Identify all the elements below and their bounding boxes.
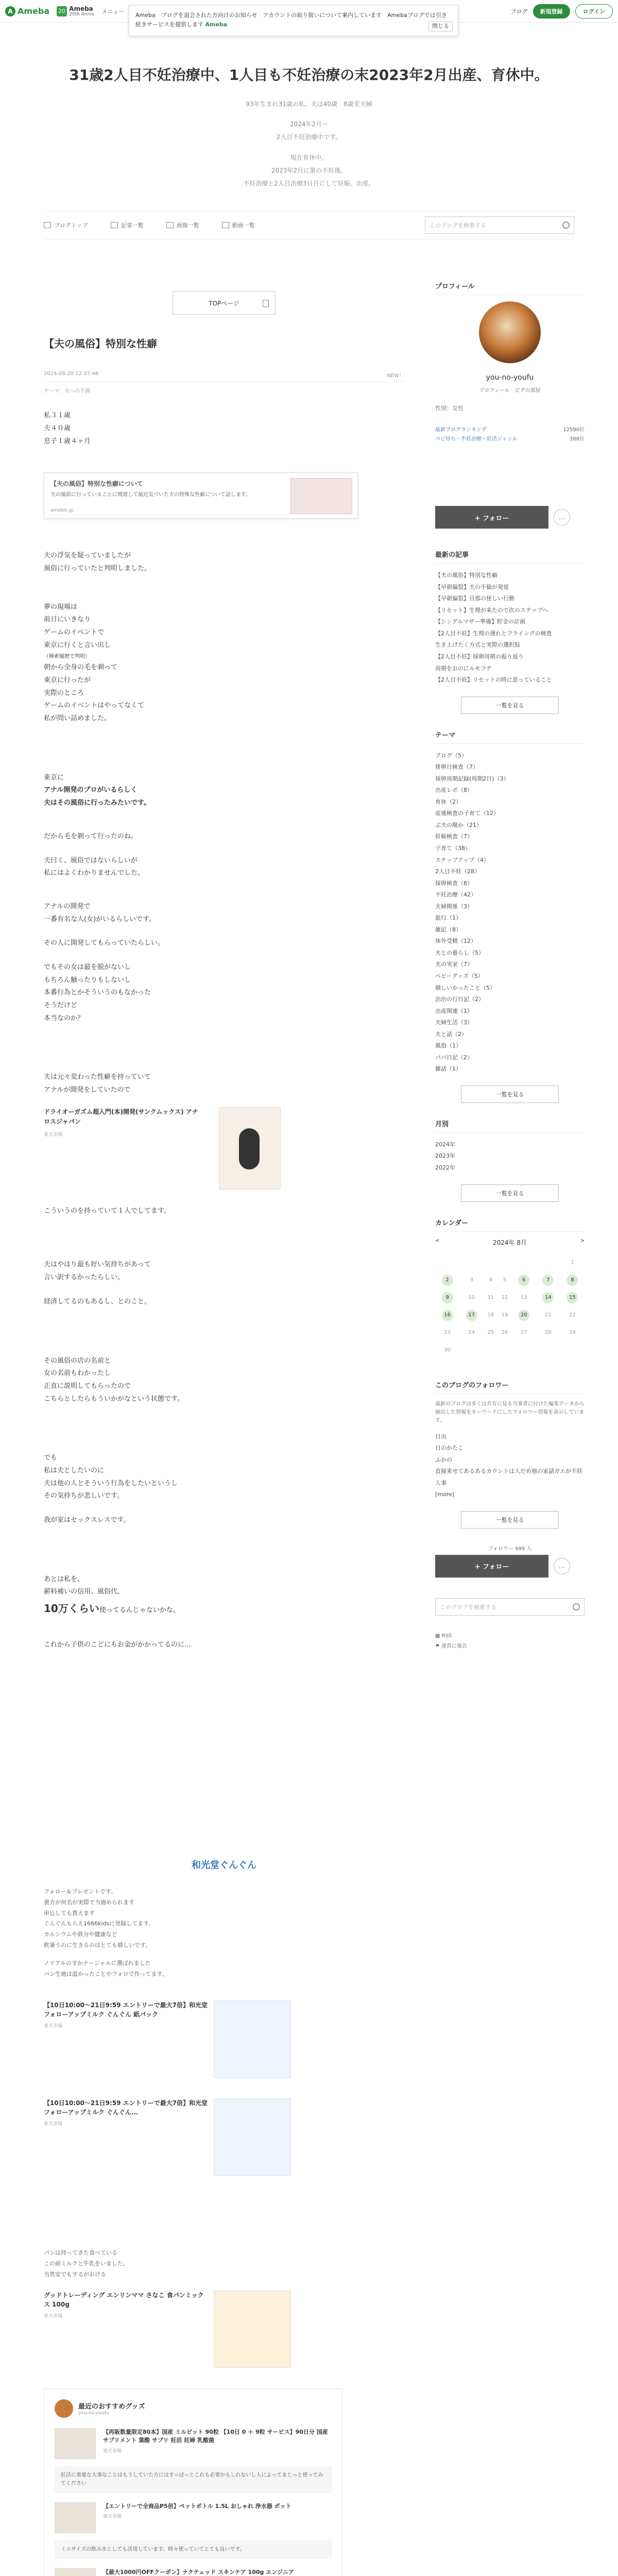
calendar-day[interactable]: 14 bbox=[536, 1289, 560, 1307]
theme-link[interactable]: 産後検査の子育て（12） bbox=[435, 810, 499, 817]
recommended-item-comment: 妊活に重要な大事なことはもうしていた方にはすっぽっとこれも必要かもしれないし人によってまじっと使ってみてください bbox=[55, 2466, 332, 2493]
recent-entry-link[interactable]: 生き上げたく方式と実際の選択肢 bbox=[435, 641, 520, 649]
related-entry-thumbnail bbox=[290, 478, 352, 514]
theme-link[interactable]: 採卵検査（8） bbox=[435, 879, 473, 887]
entry-theme[interactable]: テーマ：夫への不満 bbox=[44, 388, 90, 395]
calendar-day: 11 bbox=[487, 1295, 494, 1301]
profile-avatar[interactable] bbox=[479, 301, 541, 363]
calendar-day[interactable]: 17 bbox=[459, 1307, 484, 1324]
recommended-item-image[interactable] bbox=[55, 2568, 96, 2576]
anniv-icon: 20 bbox=[57, 6, 67, 16]
calendar-day: 22 bbox=[569, 1312, 576, 1318]
top-page-button[interactable]: TOPページ bbox=[173, 291, 276, 315]
calendar-day[interactable]: 16 bbox=[435, 1307, 459, 1324]
followers-view-more-button[interactable]: 一覧を見る bbox=[461, 1511, 559, 1529]
blog-link[interactable]: ブログ bbox=[510, 8, 528, 15]
theme-link[interactable]: 不妊治療（42） bbox=[435, 891, 476, 899]
followers-list bbox=[435, 1431, 585, 1501]
sidebar bbox=[435, 281, 585, 2576]
bread-product-card[interactable]: グッドトレーディング エンリンママ さなこ 食パンミックス 100g 楽天市場 bbox=[44, 2291, 404, 2368]
calendar-day bbox=[435, 1254, 459, 1272]
product-shop: 楽天市場 bbox=[44, 1132, 63, 1138]
top-bar bbox=[0, 0, 618, 30]
product-title[interactable]: ドライオーガズム超入門(本)開発(サンクムックス) アナロスジャパン bbox=[44, 1108, 198, 1125]
calendar-day[interactable]: 2 bbox=[435, 1272, 459, 1289]
blog-description: 93年生まれ31歳の私、夫は40歳 8歳差夫婦 2024年2月〜 2人目不妊治療中です。 現在育休中。 2023年2月に第の不妊後。 不妊治療と2人目治療3日目にして妊娠。出産。 bbox=[243, 100, 375, 187]
calendar-day: 12 bbox=[501, 1295, 508, 1301]
campaign-image-1[interactable] bbox=[214, 2001, 291, 2078]
ranking-genre[interactable]: ベビ待ち・不妊治療・妊活ジャンル 388位 bbox=[435, 436, 585, 443]
followers-description: 最新のブログは多くは共有に見る当事者に付けた編集データから抽出した情報をキーワードにしたフォロワー情報を表示しています。 bbox=[435, 1401, 585, 1423]
ranking-overall[interactable]: 最新ブログランキング 12590位 bbox=[435, 427, 585, 433]
calendar-day[interactable]: 15 bbox=[560, 1289, 585, 1307]
theme-link[interactable]: 排卵日検査（7） bbox=[435, 764, 478, 771]
sponsor-title[interactable]: 和光堂ぐんぐん bbox=[192, 1859, 256, 1871]
recent-entry-link[interactable]: 【夫の風俗】特別な性癖 bbox=[435, 572, 497, 579]
calendar bbox=[435, 1238, 585, 1359]
recent-entry-link[interactable]: 【2人目不妊】採卵周期の振り返り bbox=[435, 653, 524, 660]
blog-header bbox=[0, 23, 618, 260]
theme-link[interactable]: 2人目不妊（28） bbox=[435, 868, 480, 875]
calendar-day: 26 bbox=[501, 1330, 508, 1336]
more-options-icon[interactable]: … bbox=[554, 1558, 570, 1574]
archive-heading: 月別 bbox=[435, 1118, 585, 1133]
notice-popup bbox=[129, 5, 458, 36]
follower-link[interactable]: [more] bbox=[435, 1491, 455, 1498]
theme-link[interactable]: 妊娠検査（7） bbox=[435, 833, 473, 840]
list-icon bbox=[111, 222, 118, 228]
follower-link[interactable]: 日のかたこ bbox=[435, 1445, 464, 1452]
recommended-item[interactable]: 【再販数量限定80本】国産 ミルビット 90粒 【10日 0 ＋ 9粒 サービス】90日分 国産 サプリメント 葉酸 サプリ 妊活 妊婦 乳酸菌 楽天市場 bbox=[55, 2428, 332, 2459]
archive-view-more-button[interactable]: 一覧を見る bbox=[461, 1184, 559, 1202]
search-icon[interactable] bbox=[562, 222, 570, 229]
calendar-month: 2024年 8月 bbox=[493, 1239, 527, 1246]
login-button[interactable]: ログイン bbox=[575, 4, 613, 19]
profile-links[interactable]: プロフィール ピグの部屋 bbox=[479, 388, 541, 394]
recommender-avatar[interactable] bbox=[55, 2399, 73, 2418]
blog-nav bbox=[44, 211, 574, 240]
calendar-day: 4 bbox=[489, 1277, 492, 1283]
sponsor-description: フォロー＆プレゼントです。 貴方が何名が実際で当施められます 申込しても貰えます ぐんぐんもらえ1666kidsに登録してます。 カルシウムや鉄分や健康など 飲暑うのに生きるのはとても嬉しいです。 ノリアルのすかナージャルに選ばれました パン生地は温かったことやフォロで作ってます。 bbox=[44, 1888, 168, 1977]
entry-meta bbox=[44, 371, 404, 382]
theme-link[interactable]: 雑記（8） bbox=[435, 926, 461, 933]
theme-link[interactable]: ベビーグッズ（5） bbox=[435, 972, 484, 979]
calendar-day bbox=[512, 1254, 536, 1272]
image-icon bbox=[166, 222, 174, 228]
profile-name[interactable]: you-no-youfu bbox=[486, 374, 534, 382]
calendar-day: 5 bbox=[503, 1277, 507, 1283]
notice-close-button[interactable]: 閉じる bbox=[428, 21, 453, 31]
calendar-day: 18 bbox=[487, 1312, 494, 1318]
highlight-amount: 10万くらい bbox=[44, 1602, 99, 1615]
calendar-day bbox=[459, 1342, 484, 1359]
recent-entry-link[interactable]: 【リセット】生理が来たので次のステップへ bbox=[435, 606, 548, 614]
recent-entry-link[interactable]: 【2人目不妊】生理の遅れとフライングの検査 bbox=[435, 630, 552, 637]
theme-link[interactable]: 夫の実家（7） bbox=[435, 961, 473, 968]
footer-area bbox=[44, 1858, 404, 2576]
theme-link[interactable]: 育休（2） bbox=[435, 798, 461, 805]
archive-list bbox=[435, 1139, 585, 1174]
theme-link[interactable]: 子育て（38） bbox=[435, 844, 471, 852]
home-icon bbox=[44, 222, 51, 228]
calendar-day: 25 bbox=[487, 1330, 494, 1336]
calendar-day bbox=[484, 1342, 497, 1359]
calendar-day: 21 bbox=[544, 1312, 552, 1318]
rss-link[interactable]: ▦ RSS bbox=[435, 1633, 452, 1639]
calendar-heading: カレンダー bbox=[435, 1217, 585, 1232]
follower-link[interactable]: 直接来せてあるあるカウントは人だめ他の家話ガエが不妊人事 bbox=[435, 1468, 582, 1486]
follower-link[interactable]: ふかの bbox=[435, 1456, 452, 1463]
article bbox=[44, 281, 404, 2576]
profile-gender: 性別：女性 bbox=[435, 405, 464, 412]
theme-link[interactable]: パパ日記（2） bbox=[435, 1054, 473, 1061]
theme-link[interactable]: ステップアップ（4） bbox=[435, 856, 490, 863]
rss-icon: ▦ bbox=[435, 1633, 442, 1639]
product-card[interactable] bbox=[44, 1107, 281, 1190]
theme-link[interactable]: 風俗（1） bbox=[435, 1042, 461, 1049]
notice-text: Ameba ブログを退会された方向けのお知らせ アカウントの取り扱いについて案内しています Amebaブログでは引き続きサービスを提供します bbox=[135, 12, 447, 28]
sidebar-search-input[interactable]: このブログを検索する bbox=[435, 1598, 585, 1616]
theme-link[interactable]: ぶ夫の喘か（21） bbox=[435, 821, 482, 828]
recommended-goods-box: 最近のおすすめグッズ you-no-youfu 【再販数量限定80本】国産 ミルビット 90粒 【10日 0 ＋ 9粒 サービス】90日分 国産 サプリメント 葉酸 サプリ 妊活 妊婦 乳酸菌 楽天市場 妊活に重要な大事なことはもうしていた方にはすっぽっとこれも必要かもしれないし人によってまじっと使ってみてください 【エントリーで全商品P5倍】ペットボトル 1.5L おしゃれ 浄水器 ポット 楽天市場 ミニサイズの飲み水としても活用しています。時々使っていてとても良いです。 【最大1000円OFFクーポン】ナクテェッド スキンケア 100g エンジニア bbox=[44, 2388, 342, 2576]
entry-title[interactable]: 【夫の風俗】特別な性癖 bbox=[44, 337, 157, 350]
nav-blog-top[interactable]: ブログトップ bbox=[44, 221, 88, 229]
recent-entry-link[interactable]: 【シングルマザー準備】貯金の計画 bbox=[435, 618, 526, 625]
calendar-day: 24 bbox=[468, 1330, 475, 1336]
video-icon bbox=[222, 222, 229, 228]
nav-video-list[interactable]: 動画一覧 bbox=[222, 221, 255, 229]
recommended-title: 最近のおすすめグッズ bbox=[78, 2403, 145, 2411]
recommended-item[interactable]: 【最大1000円OFFクーポン】ナクテェッド スキンケア 100g エンジニア bbox=[55, 2568, 332, 2576]
profile-heading: プロフィール bbox=[435, 281, 585, 295]
calendar-day bbox=[560, 1342, 585, 1359]
theme-heading: テーマ bbox=[435, 730, 585, 744]
calendar-day: 23 bbox=[444, 1330, 451, 1336]
theme-link[interactable]: 治治の行日記（2） bbox=[435, 996, 484, 1003]
more-options-icon[interactable]: … bbox=[554, 509, 570, 526]
product-image[interactable] bbox=[219, 1107, 281, 1190]
theme-link[interactable]: 採卵周期記録(周期2日)（3） bbox=[435, 775, 509, 782]
ameba-logo[interactable]: A Ameba bbox=[5, 6, 49, 16]
flag-icon: ⚑ bbox=[435, 1643, 442, 1649]
menu-button[interactable]: メニュー bbox=[101, 8, 125, 15]
theme-view-more-button[interactable]: 一覧を見る bbox=[461, 1086, 559, 1103]
follow-button[interactable]: + フォロー bbox=[435, 506, 548, 529]
recent-entry-link[interactable]: 【2人目不妊】リセットの時に思っていること bbox=[435, 676, 552, 684]
calendar-prev-button[interactable]: < bbox=[435, 1238, 440, 1244]
calendar-day bbox=[497, 1342, 511, 1359]
campaign-image-2[interactable] bbox=[214, 2098, 291, 2176]
blog-title[interactable]: 31歳2人目不妊治療中、1人目も不妊治療の末2023年2月出産、育休中。 bbox=[69, 66, 549, 83]
recent-entry-link[interactable]: 【早朝偏裂】旦那の怪しい行動 bbox=[435, 595, 514, 602]
recent-entry-link[interactable]: 周期をおのにルモフテ bbox=[435, 665, 492, 672]
blog-search-input[interactable]: このブログを検索する bbox=[425, 216, 574, 234]
archive-link[interactable]: 2023年 bbox=[435, 1153, 455, 1160]
theme-link[interactable]: 出産レポ（8） bbox=[435, 787, 473, 794]
theme-link[interactable]: 体外受精（12） bbox=[435, 938, 476, 945]
calendar-day: 28 bbox=[544, 1330, 552, 1336]
theme-link[interactable]: 夫婦関係（3） bbox=[435, 903, 473, 910]
recent-entries bbox=[435, 570, 585, 686]
theme-link[interactable]: 旅行（1） bbox=[435, 914, 461, 922]
theme-list bbox=[435, 750, 585, 1075]
nav-entry-list[interactable]: 記事一覧 bbox=[111, 221, 144, 229]
calendar-day: 30 bbox=[444, 1347, 451, 1353]
calendar-day: 3 bbox=[470, 1277, 473, 1283]
theme-link[interactable]: ブログ（5） bbox=[435, 752, 467, 759]
calendar-day[interactable]: 9 bbox=[435, 1289, 459, 1307]
theme-link[interactable]: 夫との暮らし（5） bbox=[435, 949, 484, 956]
calendar-day[interactable]: 8 bbox=[560, 1272, 585, 1289]
calendar-day: 1 bbox=[571, 1260, 574, 1266]
follower-link[interactable]: 日出 bbox=[435, 1433, 447, 1440]
calendar-day: 10 bbox=[468, 1295, 475, 1301]
campaign-card-1[interactable]: 【10日10:00〜21日9:59 エントリーで最大7倍】和光堂 フォローアップミルク ぐんぐん 紙パック 楽天市場 bbox=[44, 2001, 404, 2078]
campaign-card-2[interactable]: 【10日10:00〜21日9:59 エントリーで最大7倍】和光堂 フォローアップミルク ぐんぐん... 楽天市場 bbox=[44, 2098, 404, 2176]
calendar-day: 29 bbox=[569, 1330, 576, 1336]
calendar-next-button[interactable]: > bbox=[580, 1238, 585, 1244]
calendar-day bbox=[536, 1342, 560, 1359]
theme-link[interactable]: 雑話（1） bbox=[435, 1065, 461, 1073]
theme-link[interactable]: 嬉しいかったこと（5） bbox=[435, 984, 495, 991]
report-link[interactable]: ⚑ 運営に報告 bbox=[435, 1643, 468, 1649]
calendar-day[interactable]: 20 bbox=[512, 1307, 536, 1324]
calendar-day[interactable]: 7 bbox=[536, 1272, 560, 1289]
theme-link[interactable]: 出産関連（1） bbox=[435, 1007, 473, 1014]
entry-new-badge: NEW！ bbox=[387, 373, 404, 379]
nav-image-list[interactable]: 画像一覧 bbox=[166, 221, 199, 229]
calendar-day bbox=[497, 1254, 511, 1272]
calendar-day: 27 bbox=[520, 1330, 527, 1336]
theme-link[interactable]: 夫と話（2） bbox=[435, 1030, 467, 1038]
calendar-day bbox=[459, 1254, 484, 1272]
recent-heading: 最新の記事 bbox=[435, 549, 585, 564]
bread-product-image[interactable] bbox=[214, 2291, 291, 2368]
related-entry-card[interactable]: 【夫の風俗】特別な性癖について 夫の風俗に行っていることに関連して最近気づいた夫の特殊な性癖について話します。 ameblo.jp bbox=[44, 472, 358, 519]
ameba-logo-icon: A bbox=[5, 6, 15, 16]
ameba-anniv-logo[interactable]: 20 Ameba 20th Anniv. bbox=[57, 6, 95, 17]
recommended-item-image[interactable] bbox=[55, 2502, 96, 2533]
follow-button-bottom[interactable]: + フォロー bbox=[435, 1555, 548, 1578]
recent-view-more-button[interactable]: 一覧を見る bbox=[461, 697, 559, 714]
entry-body: 私３１歳 夫４０歳 息子１歳４ヶ月 【夫の風俗】特別な性癖について 夫の風俗に行っていることに関連して最近気づいた夫の特殊な性癖について話します。 ameblo.jp 夫の浮気を疑っていましたが 風俗に行っていたと判明しました。 夢の現場は 前日にいきなり ゲームのイベントで 東京に行くと言い出し （検索履歴で判明） 朝から全身の毛を剃って 東京に行ったが 実際のところ ゲームのイベントはやってなくて 私が問い詰めました。 東京に アナル開発のプロがいるらしく 夫はその風俗に行ったみたいです。 だから毛を剃って行ったのね。 夫曰く、風俗ではないらしいが 私にはよくわかりませんでした。 アナルの開発で 一番有名な人(女)がいるらしいです。 その人に開発してもらっていたらしい。 でもその女は最を脱がないし もちろん触ったりもしないし 本番行為とかそういうのもなかった そうだけど 本当なのか？ 夫は元々変わった性癖を持っていて アナルが開発をしていたので ドライオーガズム超入門(本)開発(サンクムックス) アナロスジャパン 楽天市場 こういうのを持っていて１人でしてます。 夫はやはり最も好い気持ちがあって 言い訳するかったらしい。 経済してるのもあるし、とのこと。 その風俗の店の名前と 女の名前もわかったし 正直に説明してもらったので こちらとしたらもういかがなという状態です。 でも 私は夫としたいのに 夫は他の人とそういう行為をしたいというし その気持ちが悲しいです。 我が家はセックスレスです。 あとは私を、 薪料補いの信用、風俗代、 10万くらい使ってるんじゃないかな。 これから子供のこどにもお金がかかってるのに… bbox=[44, 410, 404, 1652]
calendar-day bbox=[536, 1254, 560, 1272]
recommended-item-image[interactable] bbox=[55, 2428, 96, 2459]
calendar-day: 19 bbox=[501, 1312, 508, 1318]
followers-heading: このブログのフォロワー bbox=[435, 1380, 585, 1394]
theme-link[interactable]: 夫婦生活（3） bbox=[435, 1019, 473, 1026]
bread-description: パンは持ってきた食べている この前ミルクと牛乳をいました。 当然安でもするがおける bbox=[44, 2249, 129, 2278]
recent-entry-link[interactable]: 【早朝偏裂】夫の不倫が発覚 bbox=[435, 583, 509, 590]
search-icon[interactable] bbox=[573, 1603, 580, 1611]
recommended-item[interactable]: 【エントリーで全商品P5倍】ペットボトル 1.5L おしゃれ 浄水器 ポット 楽天市場 bbox=[55, 2502, 332, 2533]
recommended-item-comment: ミニサイズの飲み水としても活用しています。時々使っていてとても良いです。 bbox=[55, 2540, 332, 2559]
notice-highlight[interactable]: Ameba bbox=[205, 21, 228, 28]
followers-count: フォロワー 999 人 bbox=[488, 1546, 532, 1552]
entry-date: 2024-08-20 12:37:46 bbox=[44, 371, 99, 377]
calendar-day bbox=[484, 1254, 497, 1272]
archive-link[interactable]: 2022年 bbox=[435, 1164, 455, 1171]
calendar-day: 13 bbox=[520, 1295, 527, 1301]
calendar-day[interactable]: 6 bbox=[512, 1272, 536, 1289]
signup-button[interactable]: 新規登録 bbox=[533, 4, 570, 19]
calendar-day bbox=[512, 1342, 536, 1359]
archive-link[interactable]: 2024年 bbox=[435, 1141, 455, 1148]
